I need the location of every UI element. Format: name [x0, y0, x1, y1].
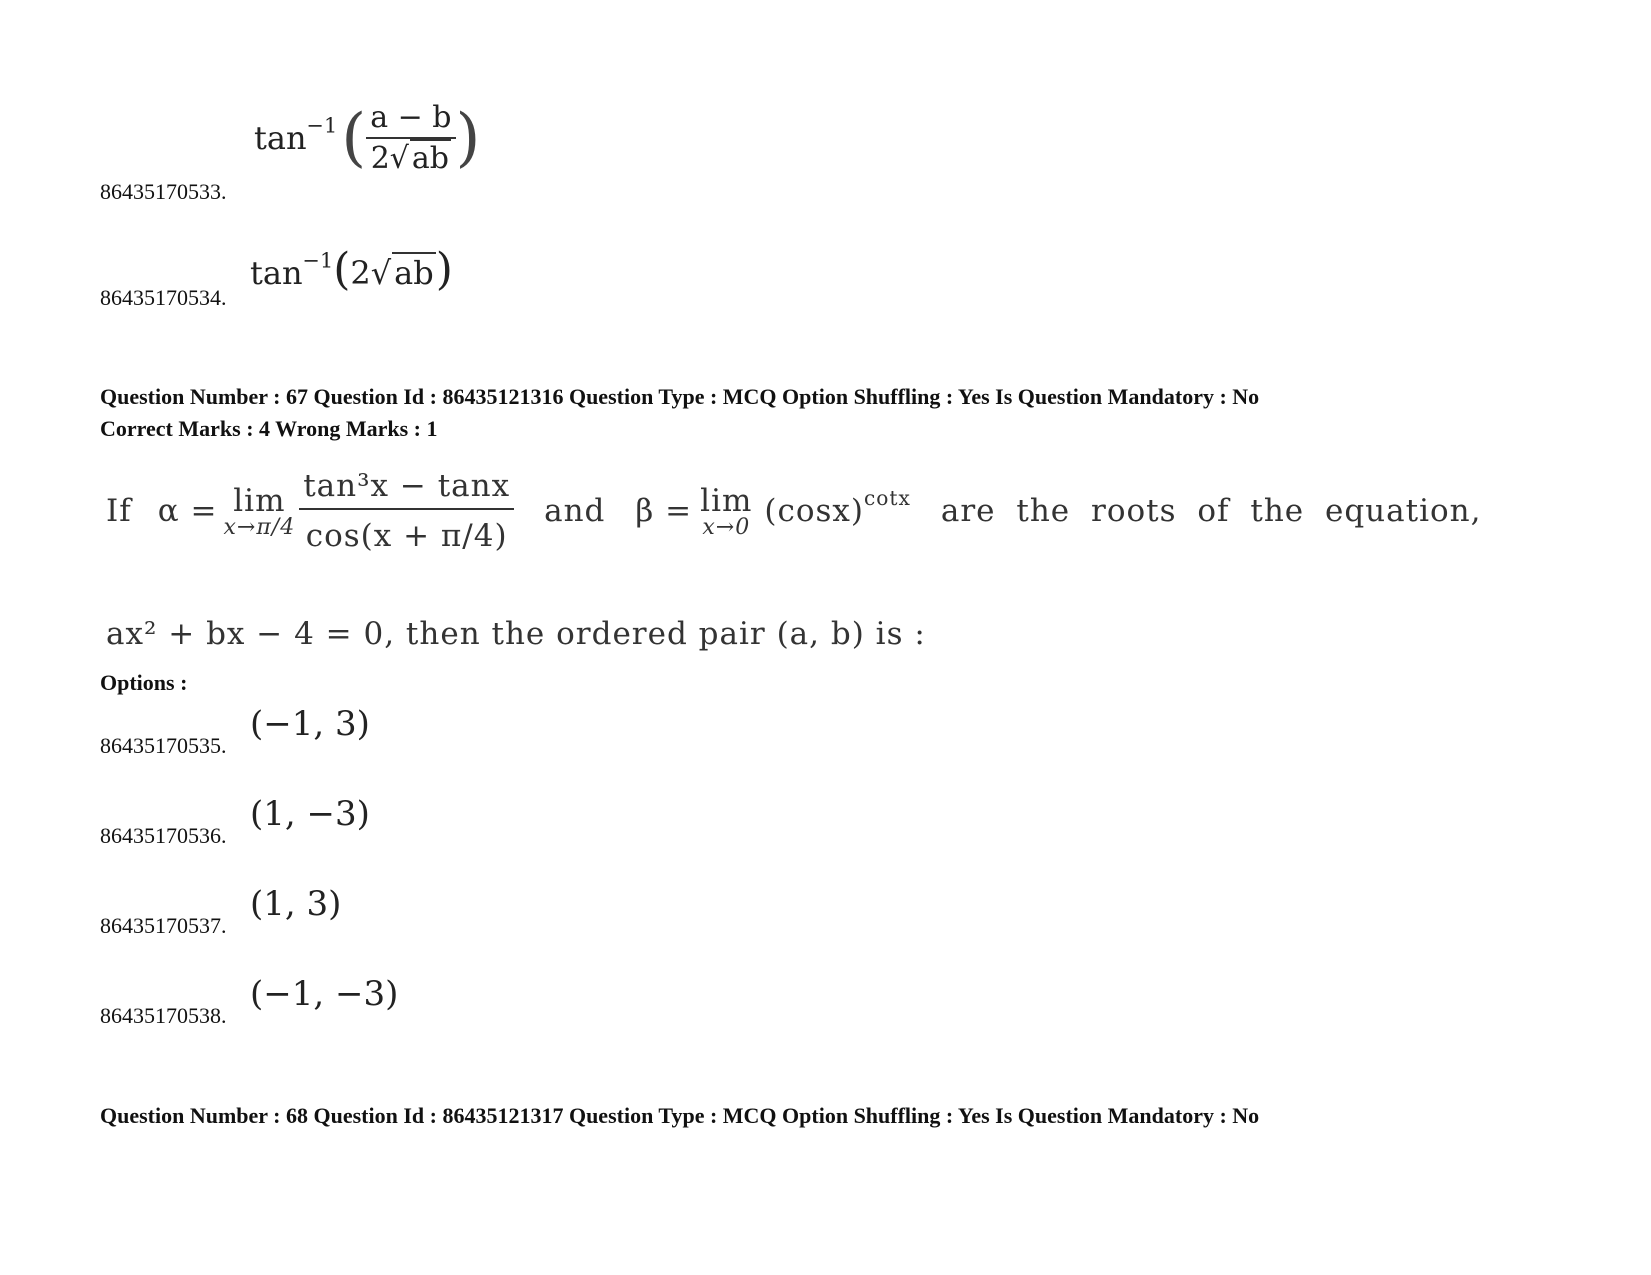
beta-limit [700, 483, 752, 540]
beta-expression: $(\cos x)^{cotx}$ [764, 485, 911, 529]
option-id: 86435170537. [100, 913, 227, 938]
alpha-limit-sub: x→π/4 [223, 514, 296, 540]
option-formula: $\tan^{-1}(2√ab)$ [250, 244, 453, 295]
alpha-limit [224, 483, 296, 540]
option-id: 86435170533. [100, 179, 227, 204]
alpha-label: α = [157, 493, 218, 529]
word-if: If [106, 493, 132, 529]
alpha-fraction [299, 468, 514, 554]
beta-exponent: cotx [864, 485, 911, 510]
option-value: (1, 3) [250, 884, 342, 924]
beta-label: β = [635, 493, 693, 529]
options-label: Options : [100, 670, 188, 695]
question-meta: Question Number : 67 Question Id : 86435121316 Question Type : MCQ Option Shuffling : Yes Is Question Mandatory : No [100, 384, 1260, 409]
question-tail: are the roots of the equation, [940, 493, 1482, 529]
option-id: 86435170536. [100, 823, 227, 848]
lim-word: lim [700, 482, 753, 519]
question-meta: Question Number : 68 Question Id : 86435121317 Question Type : MCQ Option Shuffling : Yes Is Question Mandatory : No [100, 1103, 1260, 1128]
alpha-numerator: tan³x − tanx [299, 468, 514, 510]
question-text-line-1 [106, 468, 1506, 554]
option-value: (−1, 3) [250, 704, 370, 744]
question-text-line-2: ax² + bx − 4 = 0, then the ordered pair (a, b) is : [106, 616, 926, 652]
option-value: (1, −3) [250, 794, 370, 834]
option-value: (−1, −3) [250, 974, 399, 1014]
option-id: 86435170534. [100, 285, 227, 310]
question-marks: Correct Marks : 4 Wrong Marks : 1 [100, 416, 438, 441]
word-and: and [544, 493, 606, 529]
lim-word: lim [233, 482, 286, 519]
alpha-denominator: cos(x + π/4) [305, 518, 508, 554]
beta-limit-sub: x→0 [702, 514, 751, 540]
option-id: 86435170538. [100, 1003, 227, 1028]
option-id: 86435170535. [100, 733, 227, 758]
option-formula: $\tan^{-1}$ ( $\frac{a - b}{2√ ab}$ ) [254, 100, 481, 176]
